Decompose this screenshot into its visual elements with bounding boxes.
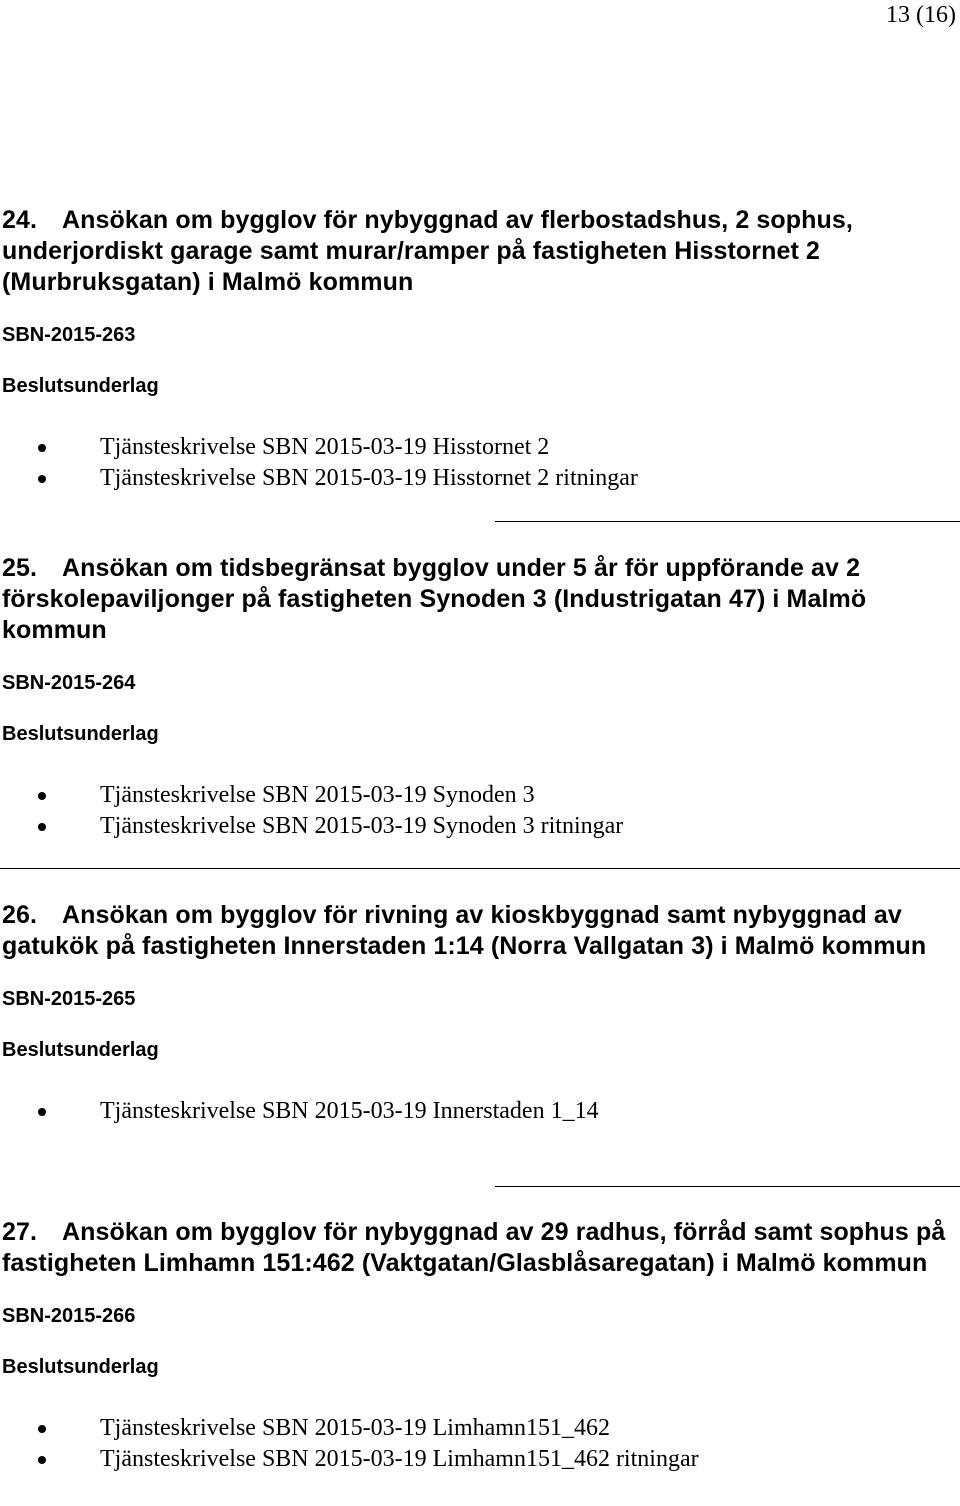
document-item: [0, 1413, 960, 1444]
document-list: [0, 780, 960, 842]
item-number: 24.: [2, 206, 38, 234]
item-heading: [0, 205, 960, 298]
bullet-icon: [38, 475, 46, 483]
item-number: 27.: [2, 1218, 38, 1246]
item-heading: [0, 1217, 960, 1279]
agenda-item-27: [0, 1217, 960, 1475]
document-title: Tjänsteskrivelse SBN 2015-03-19 Limhamn151_462 ritningar: [100, 1446, 699, 1472]
page-number: 13 (16): [886, 2, 956, 28]
item-title: Ansökan om tidsbegränsat bygglov under 5 år för uppförande av 2 förskolepaviljonger på fastigheten Synoden 3 (Industrigatan 47) i Malmö kommun: [2, 554, 867, 644]
case-id: SBN-2015-266: [2, 1305, 136, 1327]
document-title: Tjänsteskrivelse SBN 2015-03-19 Hisstornet 2 ritningar: [100, 465, 638, 491]
decision-basis-label: Beslutsunderlag: [2, 1039, 159, 1061]
case-id: SBN-2015-263: [2, 324, 136, 346]
bullet-icon: [38, 823, 46, 831]
item-title: Ansökan om bygglov för nybyggnad av flerbostadshus, 2 sophus, underjordiskt garage samt murar/ramper på fastigheten Hisstornet 2 (Murbruksgatan) i Malmö kommun: [2, 206, 853, 296]
document-item: [0, 780, 960, 811]
divider: [495, 1186, 960, 1187]
document-title: Tjänsteskrivelse SBN 2015-03-19 Hisstornet 2: [100, 434, 550, 460]
item-heading: [0, 900, 960, 962]
agenda-item-24: [0, 205, 960, 494]
item-number: 25.: [2, 554, 38, 582]
bullet-icon: [38, 444, 46, 452]
document-title: Tjänsteskrivelse SBN 2015-03-19 Synoden 3 ritningar: [100, 813, 624, 839]
document-item: [0, 811, 960, 842]
document-title: Tjänsteskrivelse SBN 2015-03-19 Innerstaden 1_14: [100, 1098, 599, 1124]
case-id: SBN-2015-264: [2, 672, 136, 694]
bullet-icon: [38, 1456, 46, 1464]
decision-basis-label: Beslutsunderlag: [2, 1356, 159, 1378]
document-item: [0, 463, 960, 494]
document-item: [0, 1096, 960, 1127]
document-list: [0, 1413, 960, 1475]
bullet-icon: [38, 1108, 46, 1116]
item-number: 26.: [2, 901, 38, 929]
item-heading: [0, 553, 960, 646]
divider: [0, 868, 960, 869]
document-list: [0, 432, 960, 494]
document-item: [0, 432, 960, 463]
document-title: Tjänsteskrivelse SBN 2015-03-19 Synoden 3: [100, 782, 535, 808]
item-title: Ansökan om bygglov för rivning av kioskbyggnad samt nybyggnad av gatukök på fastigheten Innerstaden 1:14 (Norra Vallgatan 3) i Malmö kommun: [2, 901, 927, 960]
item-title: Ansökan om bygglov för nybyggnad av 29 radhus, förråd samt sophus på fastigheten Limhamn 151:462 (Vaktgatan/Glasblåsaregatan) i Malmö kommun: [2, 1218, 946, 1277]
bullet-icon: [38, 1425, 46, 1433]
document-item: [0, 1444, 960, 1475]
bullet-icon: [38, 792, 46, 800]
decision-basis-label: Beslutsunderlag: [2, 375, 159, 397]
divider: [495, 521, 960, 522]
document-title: Tjänsteskrivelse SBN 2015-03-19 Limhamn151_462: [100, 1415, 610, 1441]
decision-basis-label: Beslutsunderlag: [2, 723, 159, 745]
agenda-item-26: [0, 900, 960, 1127]
case-id: SBN-2015-265: [2, 988, 136, 1010]
agenda-item-25: [0, 553, 960, 842]
document-list: [0, 1096, 960, 1127]
